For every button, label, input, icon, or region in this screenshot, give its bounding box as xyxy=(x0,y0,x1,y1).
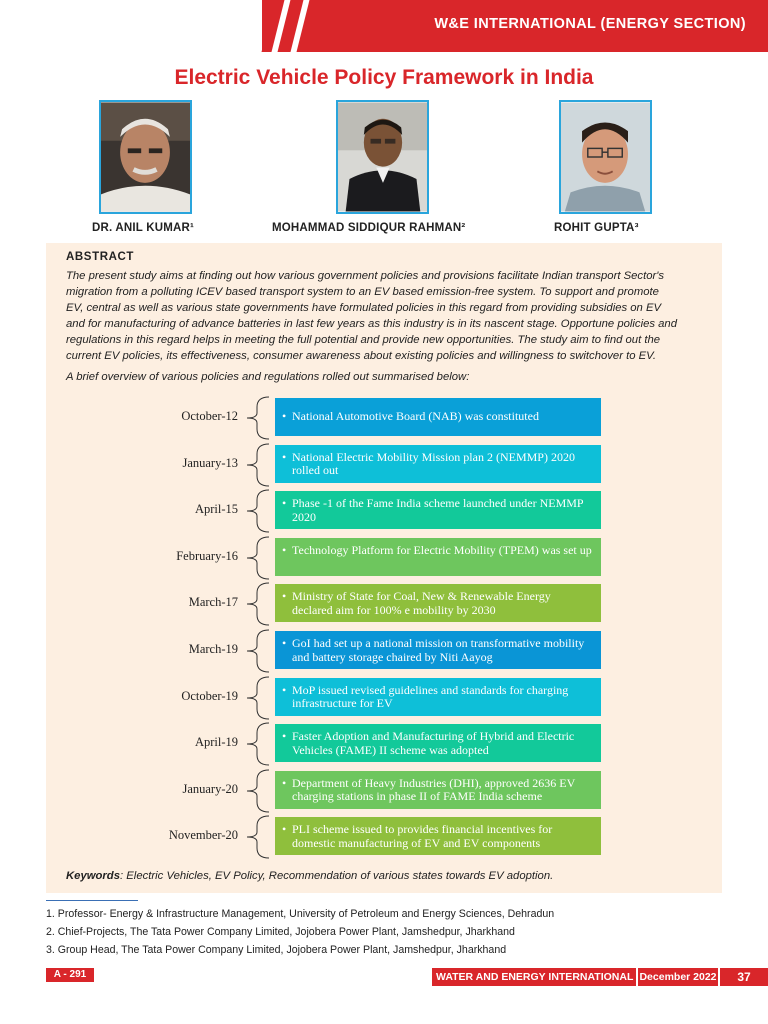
header-bar xyxy=(0,0,768,52)
timeline-date: November-20 xyxy=(168,828,238,843)
timeline-event-text: GoI had set up a national mission on transformative mobility and battery storage chaired by Niti Aayog xyxy=(292,636,585,664)
section-label: W&E INTERNATIONAL (ENERGY SECTION) xyxy=(434,16,746,32)
timeline-date: October-12 xyxy=(181,409,238,423)
timeline-brace xyxy=(243,581,271,627)
timeline-date: April-15 xyxy=(194,502,238,517)
timeline-event-text: Phase -1 of the Fame India scheme launched under NEMMP 2020 xyxy=(292,496,584,524)
timeline-date: October-19 xyxy=(181,688,238,703)
article-title: Electric Vehicle Policy Framework in India xyxy=(174,66,594,89)
timeline-event xyxy=(275,584,601,622)
abstract-line: current EV policies, its effectiveness, consumer awareness about existing policies and willingness to switchover to EV. xyxy=(66,350,657,363)
timeline-event-text: Ministry of State for Coal, New & Renewable Energy declared aim for 100% e mobility by 2030 xyxy=(292,589,551,617)
timeline-brace xyxy=(243,628,271,674)
bullet-icon: • xyxy=(282,682,287,697)
footnote-divider xyxy=(46,900,138,901)
timeline-date: January-13 xyxy=(182,455,238,470)
abstract-text xyxy=(66,268,711,365)
timeline-event-text: Department of Heavy Industries (DHI), approved 2636 EV charging stations in phase II of FAME India scheme xyxy=(292,775,576,804)
abstract-line: regulations in this regard helps in meeting the full potential and provide new opportunities. The study aim to find out the xyxy=(66,334,661,347)
timeline-date: March-19 xyxy=(188,642,238,656)
author-photo-2 xyxy=(336,100,429,214)
timeline-brace xyxy=(243,395,271,441)
timeline-event xyxy=(275,631,601,669)
portrait-image xyxy=(101,102,190,212)
bullet-icon: • xyxy=(282,636,287,650)
timeline-brace xyxy=(243,768,271,814)
abstract-line: EV, central as well as various state governments have formulated policies in this regard from providing subsidies on EV xyxy=(66,302,662,315)
timeline-event xyxy=(275,445,601,483)
author-name-2: MOHAMMAD SIDDIQUR RAHMAN² xyxy=(272,222,466,234)
abstract-line: The present study aims at finding out how various government policies and provisions facilitate Indian transport Sector's xyxy=(66,270,665,282)
timeline-brace xyxy=(243,535,271,581)
footnote-3: 3. Group Head, The Tata Power Company Limited, Jojobera Power Plant, Jamshedpur, Jharkhand xyxy=(46,944,507,956)
keywords-line xyxy=(66,870,553,882)
author-photo-3 xyxy=(559,100,652,214)
abstract-heading: ABSTRACT xyxy=(66,251,135,263)
timeline-event-text: Faster Adoption and Manufacturing of Hybrid and Electric Vehicles (FAME) II scheme was adopted xyxy=(292,729,575,757)
timeline-event-text: National Electric Mobility Mission plan 2 (NEMMP) 2020 rolled out xyxy=(292,449,575,478)
timeline-event-text: PLI scheme issued to provides financial incentives for domestic manufacturing of EV and EV components xyxy=(292,822,553,850)
timeline-event xyxy=(275,817,601,855)
timeline-date: February-16 xyxy=(176,548,238,563)
policy-overview-intro: A brief overview of various policies and regulations rolled out summarised below: xyxy=(66,371,470,383)
portrait-image xyxy=(561,102,650,212)
timeline-event xyxy=(275,398,601,436)
timeline-event xyxy=(275,538,601,576)
footnote-2: 2. Chief-Projects, The Tata Power Company Limited, Jojobera Power Plant, Jamshedpur, Jharkhand xyxy=(46,926,515,938)
portrait-image xyxy=(338,102,427,212)
footnote-1: 1. Professor- Energy & Infrastructure Management, University of Petroleum and Energy Sciences, Dehradun xyxy=(46,908,555,920)
timeline-event-text: MoP issued revised guidelines and standards for charging infrastructure for EV xyxy=(292,682,569,711)
journal-name: WATER AND ENERGY INTERNATIONAL xyxy=(432,968,636,986)
timeline-date: January-20 xyxy=(182,781,238,796)
timeline-brace xyxy=(243,442,271,488)
timeline-date: March-17 xyxy=(188,595,238,610)
bullet-icon: • xyxy=(282,542,287,557)
page-number: 37 xyxy=(720,968,768,986)
page-code: A - 291 xyxy=(46,968,94,982)
timeline-event xyxy=(275,678,601,716)
author-name-1: DR. ANIL KUMAR¹ xyxy=(92,222,195,234)
timeline-event xyxy=(275,491,601,529)
timeline-event xyxy=(275,724,601,762)
bullet-icon: • xyxy=(282,822,287,837)
bullet-icon: • xyxy=(282,729,287,744)
bullet-icon: • xyxy=(282,496,287,511)
timeline-brace xyxy=(243,675,271,721)
timeline-date: April-19 xyxy=(194,735,238,750)
issue-date: December 2022 xyxy=(638,968,718,986)
keywords-text: : Electric Vehicles, EV Policy, Recommendation of various states towards EV adoption. xyxy=(120,870,554,882)
author-photo-1 xyxy=(99,100,192,214)
timeline-event-text: National Automotive Board (NAB) was constituted xyxy=(292,409,539,424)
timeline-event-text: Technology Platform for Electric Mobility (TPEM) was set up xyxy=(292,542,592,557)
bullet-icon: • xyxy=(282,409,287,424)
timeline-brace xyxy=(243,488,271,534)
timeline-brace xyxy=(243,814,271,860)
bullet-icon: • xyxy=(282,775,287,790)
keywords-label: Keywords xyxy=(66,870,120,882)
abstract-line: migration from a polluting ICEV based transport system to an EV based emission-free system. To support and promote xyxy=(66,286,659,299)
bullet-icon: • xyxy=(282,589,287,604)
timeline-brace xyxy=(243,721,271,767)
abstract-line: and for manufacturing of advance batteries in last few years as this industry is in its nascent stage. Opportune policies and xyxy=(66,318,677,331)
author-name-3: ROHIT GUPTA³ xyxy=(554,222,639,234)
timeline-event xyxy=(275,771,601,809)
bullet-icon: • xyxy=(282,449,287,464)
